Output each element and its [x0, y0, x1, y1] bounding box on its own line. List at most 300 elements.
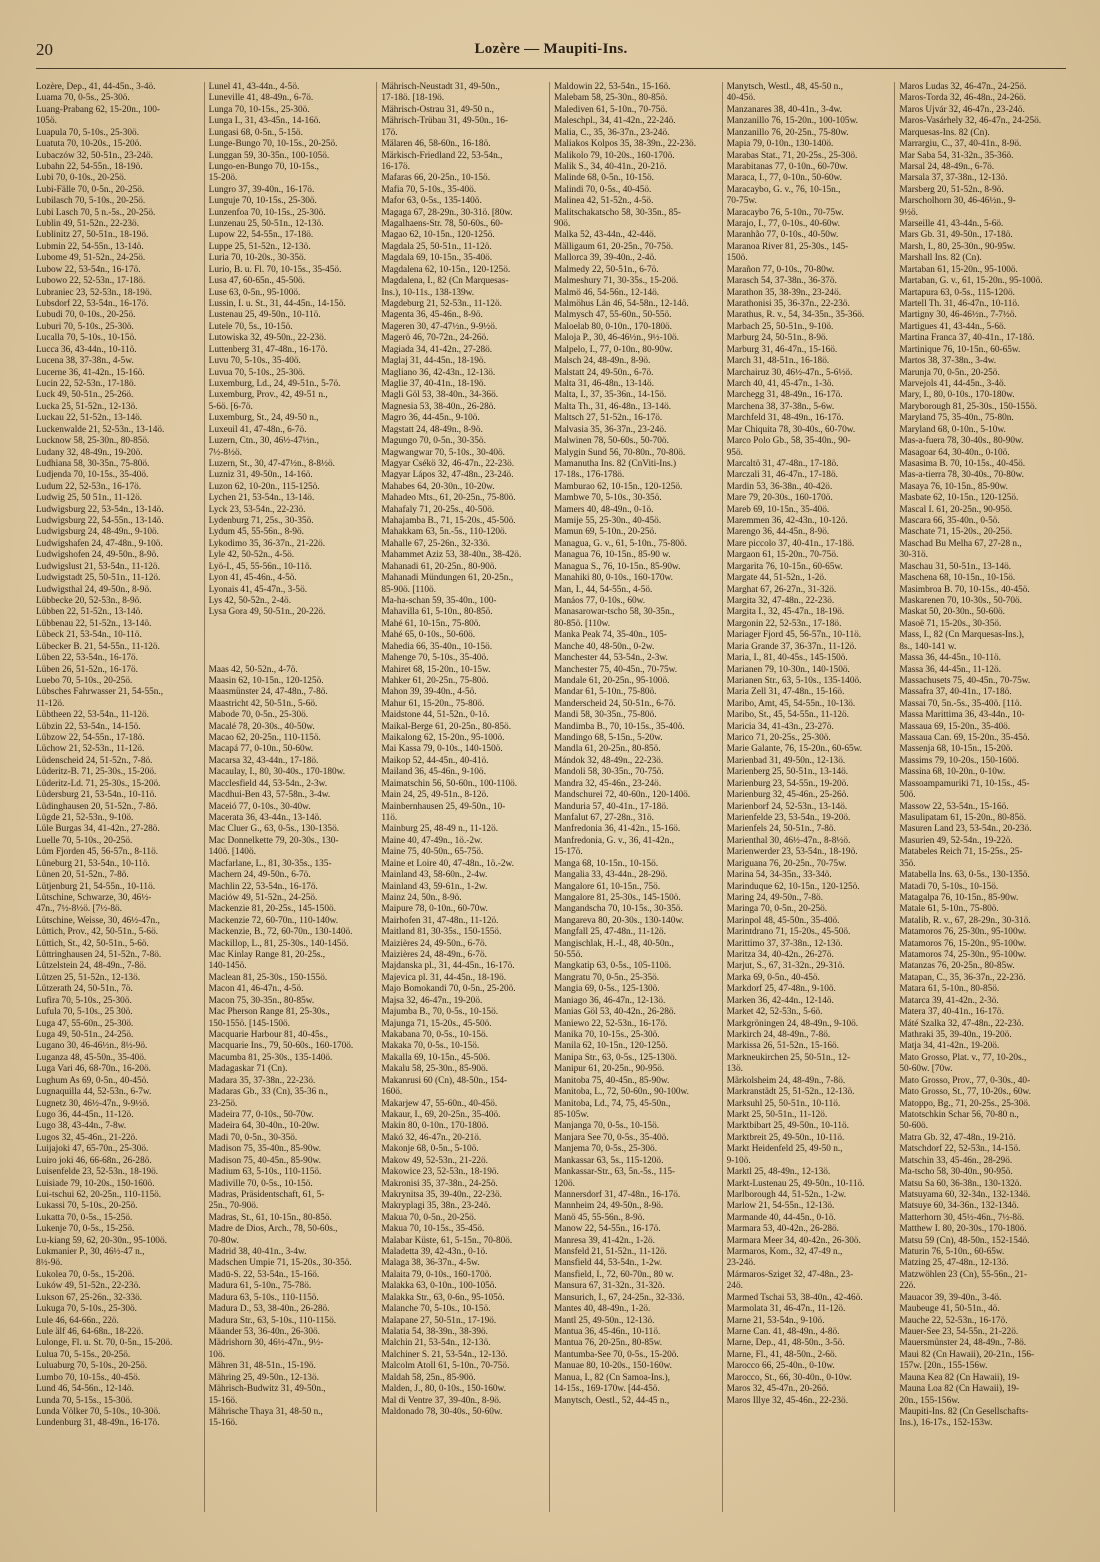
- index-entry: Lübeck 21, 53-54n., 10-11ö.: [36, 630, 142, 641]
- index-entry: Maniewo 22, 52-53n., 16-17ö.: [554, 1018, 668, 1029]
- index-entry: Manias Göl 53, 40-42n., 26-28ö.: [554, 1007, 676, 1018]
- index-entry: Ludwig 25, 50 51n., 11-12ö.: [36, 493, 143, 504]
- index-entry: Mährische Thaya 31, 48-50 n.,: [208, 1406, 323, 1417]
- index-entry: Madura Str., 63, 5-10s., 110-115ö.: [208, 1315, 337, 1326]
- index-entry: Ludwigsburg 24, 48-49n., 9-10ö.: [36, 527, 160, 538]
- index-entry: Maldah 58, 25n., 85-90ö.: [381, 1372, 476, 1383]
- index-entry: Marienwerder 23, 53-54n., 18-19ö.: [726, 847, 858, 858]
- index-entry: Lugnetz 30, 46½-47n., 9-9½ö.: [36, 1098, 150, 1109]
- index-entry: Lundenburg 31, 48-49n., 16-17ö.: [36, 1418, 160, 1429]
- index-entry: Maldonado 78, 30-40s., 50-60w.: [381, 1406, 503, 1417]
- index-entry: Malaga 38, 36-37n., 4-5w.: [381, 1258, 480, 1269]
- index-entry: Lucka 25, 51-52n., 12-13ö.: [36, 401, 138, 412]
- index-entry: Mabode 70, 0-5n., 25-30ö.: [208, 710, 309, 721]
- index-entry: Mallorca 39, 39-40n., 2-4ö.: [554, 253, 657, 264]
- index-entry: Manö 45, 55-56n., 8-9ö.: [554, 1212, 645, 1223]
- index-entry: Malpelo, I., 77, 0-10n., 80-90w.: [554, 344, 673, 355]
- index-entry: Mahalle 67, 25-26n., 32-33ö.: [381, 538, 491, 549]
- index-entry: Mainburg 25, 48-49 n., 11-12ö.: [381, 824, 499, 835]
- index-entry: Lu-kiang 59, 62, 20-30n., 95-100ö.: [36, 1235, 167, 1246]
- index-entry: Maria Zell 31, 47-48n., 15-16ö.: [726, 687, 845, 698]
- index-entry: Lykodimo 35, 36-37n., 21-22ö.: [208, 538, 326, 549]
- index-entry: Ins.), 10-11s., 138-139w.: [381, 287, 475, 298]
- index-entry: Magungo 70, 0-5n., 30-35ö.: [381, 436, 486, 447]
- index-entry: Manila 62, 10-15n., 120-125ö.: [554, 1041, 668, 1052]
- index-entry: Malapane 27, 50-51n., 17-19ö.: [381, 1315, 497, 1326]
- index-entry: Martaban, G. v., 61, 15-20n., 95-100ö.: [899, 276, 1043, 287]
- index-entry: Maniago 36, 46-47n., 12-13ö.: [554, 995, 666, 1006]
- index-entry: Marico 71, 20-25s., 25-30ö.: [726, 733, 831, 744]
- index-entry: Mafor 63, 0-5s., 135-140ö.: [381, 196, 482, 207]
- index-entry: Maturin 76, 5-10n., 60-65w.: [899, 1247, 1005, 1258]
- index-entry: Maritza 34, 40-42n., 26-27ö.: [726, 950, 834, 961]
- index-entry: Madrid 38, 40-41n., 3-4w.: [208, 1247, 307, 1258]
- index-entry: Manderscheid 24, 50-51n., 6-7ö.: [554, 698, 676, 709]
- index-entry: Lunge-Bungo 70, 10-15s., 20-25ö.: [208, 139, 338, 150]
- index-entry: Matamoros 76, 15-20n., 95-100w.: [899, 938, 1027, 949]
- index-entry: Luijajoki 47, 65-70n., 25-30ö.: [36, 1144, 149, 1155]
- index-entry: Luzern, St., 30, 47-47½n., 8-8½ö.: [208, 458, 335, 469]
- page-number: 20: [36, 40, 53, 59]
- index-entry: Magerö 46, 70-72n., 24-26ö.: [381, 333, 489, 344]
- index-entry: Marne 21, 53-54n., 9-10ö.: [726, 1315, 825, 1326]
- index-entry: Masasima B. 70, 10-15s., 40-45ö.: [899, 458, 1026, 469]
- index-entry: Maine et Loire 40, 47-48n., 1ö.-2w.: [381, 858, 514, 869]
- index-entry: Malakka Str., 63, 0-6n., 95-105ö.: [381, 1292, 505, 1303]
- index-entry: Mahker 61, 20-25n., 75-80ö.: [381, 675, 489, 686]
- index-entry: Marmande 40, 44-45n., 0-1ö.: [726, 1212, 836, 1223]
- index-entry: Mamanutha Ins. 82 (CnViti-Ins.): [554, 458, 677, 469]
- index-entry: Mankassar-Str., 63, 5n.-5s., 115-: [554, 1167, 676, 1178]
- index-entry: Lugo 36, 44-45n., 11-12ö.: [36, 1109, 134, 1120]
- index-entry: Luganza 48, 45-50n., 35-40ö.: [36, 1052, 147, 1063]
- index-entry: Mähring 25, 49-50n., 12-13ö.: [208, 1372, 319, 1383]
- index-entry: Main 24, 25, 49-51n., 8-12ö.: [381, 790, 489, 801]
- index-entry: Massow 22, 53-54n., 15-16ö.: [899, 801, 1009, 812]
- index-entry: Makabana 70, 0-5s., 10-15ö.: [381, 1030, 488, 1041]
- index-entry: Malmysch 47, 55-60n., 50-55ö.: [554, 310, 672, 321]
- index-entry: Magenta 36, 45-46n., 8-9ö.: [381, 310, 483, 321]
- index-entry: Maribo, St., 45, 54-55n., 11-12ö.: [726, 710, 849, 721]
- index-entry: Mangratu 70, 0-5n., 25-35ö.: [554, 972, 660, 983]
- index-entry: Madium 63, 5-10s., 110-115ö.: [208, 1167, 322, 1178]
- page-header: [36, 40, 1066, 68]
- index-entry: Mamers 40, 48-49n., 0-1ö.: [554, 504, 654, 515]
- index-entry: Marittimo 37, 37-38n., 12-13ö.: [726, 938, 843, 949]
- index-entry: Mal di Ventre 37, 39-40n., 8-9ö.: [381, 1395, 502, 1406]
- index-entry: Malchin 21, 53-54n., 12-13ö.: [381, 1338, 491, 1349]
- index-entry: Maupiti-Ins. 82 (Cn Gesellschafts-: [899, 1406, 1029, 1417]
- index-entry: Madū-S. 22, 53-54n., 15-16ö.: [208, 1269, 320, 1280]
- index-entry: Maring 24, 49-50n., 7-8ö.: [726, 892, 823, 903]
- index-entry: Marathonisi 35, 36-37n., 22-23ö.: [726, 299, 850, 310]
- index-entry: Magli Göl 53, 38-40n., 34-36ö.: [381, 390, 499, 401]
- index-entry: Lule 46, 64-66n., 22ö.: [36, 1315, 119, 1326]
- index-entry: Macalé 78, 20-30s., 40-50w.: [208, 721, 315, 732]
- index-entry: Marathon 35, 38-39n., 23-24ö.: [726, 287, 842, 298]
- index-entry: Matoppo, Bg., 71, 20-25s., 25-30ö.: [899, 1098, 1031, 1109]
- index-entry: Lydum 45, 55-56n., 8-9ö.: [208, 527, 304, 538]
- index-entry: Mass, I., 82 (Cn Marquesas-Ins.),: [899, 630, 1025, 641]
- index-entry: Maastricht 42, 50-51n., 5-6ö.: [208, 698, 318, 709]
- index-entry: Mahabes 64, 20-30n., 10-20w.: [381, 481, 495, 492]
- index-entry: Lulonge, Fl. u. St. 70, 0-5n., 15-20ö.: [36, 1338, 173, 1349]
- index-entry: Lutowiska 32, 49-50n., 22-23ö.: [208, 333, 327, 344]
- index-entry: Marktl 25, 48-49n., 12-13ö.: [726, 1167, 831, 1178]
- index-entry: Luxeuil 41, 47-48n., 6-7ö.: [208, 424, 307, 435]
- index-entry: Mac Donnelkette 79, 20-30s., 130-: [208, 835, 339, 846]
- index-entry: Lüttringhausen 24, 51-52n., 7-8ö.: [36, 950, 162, 961]
- index-entry: Lukassi 70, 5-10s., 20-25ö.: [36, 1201, 138, 1212]
- index-entry: Mansura 67, 31-32n., 31-32ö.: [554, 1281, 665, 1292]
- index-entry: Malta 31, 46-48n., 13-14ö.: [554, 378, 654, 389]
- index-entry: Matagalpa 76, 10-15n., 85-90w.: [899, 892, 1019, 903]
- index-entry: Maremmen 36, 42-43n., 10-12ö.: [726, 516, 848, 527]
- index-column-4: [554, 82, 723, 1512]
- index-entry: Marktbibart 25, 49-50n., 10-11ö.: [726, 1121, 849, 1132]
- index-entry: Makaka 70, 0-5s., 10-15ö.: [381, 1041, 480, 1052]
- index-entry: 157w. [20n., 155-156w.: [899, 1361, 988, 1372]
- index-entry: Marunja 70, 0-5n., 20-25ö.: [899, 367, 1000, 378]
- index-entry: Majevica pl. 31, 44-45n., 18-19ö.: [381, 972, 507, 983]
- index-entry: Maidstone 44, 51-52n., 0-1ö.: [381, 710, 490, 721]
- index-entry: Lüle Burgas 34, 41-42n., 27-28ö.: [36, 824, 160, 835]
- index-entry: Makrynitsa 35, 39-40n., 22-23ö.: [381, 1189, 502, 1200]
- index-entry: Makonje 68, 0-5n., 5-10ö.: [381, 1144, 479, 1155]
- index-entry: 14-15s., 169-170w. [44-45ö.: [554, 1384, 660, 1395]
- index-entry: Malvasia 35, 36-37n., 23-24ö.: [554, 424, 667, 435]
- index-entry: Mahiret 68, 15-20n., 10-15w.: [381, 664, 491, 675]
- index-entry: Madras, Präsidentschaft, 61, 5-: [208, 1189, 325, 1200]
- index-entry: Luzern, Ctn., 30, 46½-47½n.,: [208, 436, 319, 447]
- index-entry: Mantes 40, 48-49n., 1-2ö.: [554, 1304, 651, 1315]
- index-entry: Lydenburg 71, 25s., 30-35ö.: [208, 516, 314, 527]
- index-entry: Malta Th., 31, 46-48n., 13-14ö.: [554, 401, 672, 412]
- index-entry: 15-20ö.: [208, 173, 238, 184]
- index-entry: Marasch 54, 37-38n., 36-37ö.: [726, 276, 837, 287]
- index-entry: Matamoros 76, 25-30n., 95-100w.: [899, 927, 1027, 938]
- index-entry: Mamburao 62, 10-15n., 120-125ö.: [554, 481, 683, 492]
- index-entry: Lyle 42, 50-52n., 4-5ö.: [208, 550, 295, 561]
- index-entry: Marina 54, 34-35n., 33-34ö.: [726, 870, 832, 881]
- index-entry: Margate 44, 51-52n., 1-2ö.: [726, 573, 827, 584]
- index-entry: Macao 62, 20-25n., 110-115ö.: [208, 733, 321, 744]
- index-entry: Lunguje 70, 10-15s., 25-30ö.: [208, 196, 317, 207]
- index-entry: Maladetta 39, 42-43n., 0-1ö.: [381, 1247, 488, 1258]
- index-entry: Lübbenau 22, 51-52n., 13-14ö.: [36, 618, 152, 629]
- index-entry: Manua, I., 82 (Cn Samoa-Ins.),: [554, 1372, 670, 1383]
- index-entry: Mackenzie 72, 60-70n., 110-140w.: [208, 915, 339, 926]
- index-entry: Malikolo 79, 10-20s., 160-170ö.: [554, 150, 675, 161]
- index-entry: Marco Polo Gb., 58, 35-40n., 90-: [726, 436, 851, 447]
- index-entry: Madaras Gb., 33 (Cn), 35-36 n.,: [208, 1087, 328, 1098]
- index-entry: Lysa Gora 49, 50-51n., 20-22ö.: [208, 607, 326, 618]
- index-entry: Mar Saba 54, 31-32n., 35-36ö.: [899, 150, 1014, 161]
- index-entry: Luisiade 79, 10-20s., 150-160ö.: [36, 1178, 155, 1189]
- index-entry: Mapia 79, 0-10n., 130-140ö.: [726, 139, 834, 150]
- index-entry: Maros Illye 32, 45-46n., 22-23ö.: [726, 1395, 849, 1406]
- index-entry: Lütschine, Schwarze, 30, 46½-: [36, 892, 152, 903]
- header-rule: [36, 68, 1066, 69]
- index-entry: Mambwe 70, 5-10s., 30-35ö.: [554, 493, 662, 504]
- index-entry: Matadi 70, 5-10s., 10-15ö.: [899, 881, 999, 892]
- index-entry: Luxemburg, Ld., 24, 49-51n., 5-7ö.: [208, 378, 341, 389]
- index-entry: Luppe 25, 51-52n., 12-13ö.: [208, 241, 311, 252]
- index-entry: Manfredonia 36, 41-42n., 15-16ö.: [554, 824, 681, 835]
- index-entry: Marburg 24, 50-51n., 8-9ö.: [726, 333, 828, 344]
- index-entry: Massoampamuriki 71, 10-15s., 45-: [899, 778, 1030, 789]
- index-entry: Mare 79, 20-30s., 160-170ö.: [726, 493, 833, 504]
- index-entry: Manytsch, Oestl., 52, 44-45 n.,: [554, 1395, 670, 1406]
- index-entry: Mary, I., 80, 0-10s., 170-180w.: [899, 390, 1015, 401]
- index-entry: Maitland 81, 30-35s., 150-155ö.: [381, 927, 502, 938]
- index-entry: Magdalena 62, 10-15n., 120-125ö.: [381, 264, 511, 275]
- index-entry: Majunga 71, 15-20s., 45-50ö.: [381, 1018, 492, 1029]
- index-entry: Masulipatam 61, 15-20n., 80-85ö.: [899, 813, 1027, 823]
- index-entry: Maracaybo, G. v., 76, 10-15n.,: [726, 184, 841, 195]
- index-entry: Mandschurei 72, 40-60n., 120-140ö.: [554, 790, 691, 801]
- index-entry: Magliano 36, 42-43n., 12-13ö.: [381, 367, 496, 378]
- index-entry: Marienburg 32, 45-46n., 25-26ö.: [726, 790, 849, 801]
- index-entry: Mauna Kea 82 (Cn Hawaii), 19-: [899, 1372, 1020, 1383]
- index-entry: Lunga 70, 10-15s., 25-30ö.: [208, 104, 310, 115]
- index-entry: Maricia 34, 41-43n., 23-27ö.: [726, 721, 834, 732]
- index-entry: Mährisch-Budwitz 31, 49-50n.,: [208, 1384, 326, 1395]
- index-entry: Luga 49, 50-51n., 24-25ö.: [36, 1030, 134, 1041]
- index-entry: Mato Grosso, St., 77, 10-20s., 60w.: [899, 1087, 1031, 1098]
- index-entry: Ludwigsburg 22, 54-55n., 13-14ö.: [36, 516, 164, 527]
- index-entry: Lüdenscheid 24, 51-52n., 7-8ö.: [36, 755, 153, 766]
- index-entry: Masimbroa B. 70, 10-15s., 40-45ö.: [899, 584, 1030, 595]
- index-entry: 50-60w. [70w.: [899, 1064, 953, 1075]
- index-entry: Masoë 71, 15-20s., 30-35ö.: [899, 618, 1002, 629]
- index-entry: Matthew I. 80, 20-30s., 170-180ö.: [899, 1224, 1027, 1235]
- index-entry: Luria 70, 10-20s., 30-35ö.: [208, 253, 307, 264]
- index-entry: Mandra 32, 45-46n., 23-24ö.: [554, 778, 662, 789]
- index-entry: Luttenberg 31, 47-48n., 16-17ö.: [208, 344, 328, 355]
- index-entry: Magro 36, 44-45n., 9-10ö.: [381, 413, 480, 424]
- index-entry: Marktbreit 25, 49-50n., 10-11ö.: [726, 1132, 845, 1143]
- index-entry: Madison 75, 35-40n., 85-90w.: [208, 1144, 321, 1155]
- index-entry: Maloelab 80, 0-10n., 170-180ö.: [554, 321, 672, 332]
- index-entry: Matera 37, 40-41n., 16-17ö.: [899, 1007, 1004, 1018]
- index-entry: Marmed Tschai 53, 38-40n., 42-46ö.: [726, 1292, 863, 1303]
- index-entry: Makow 49, 52-53n., 21-22ö.: [381, 1155, 488, 1166]
- index-entry: Mahajamba B., 71, 15-20s., 45-50ö.: [381, 516, 516, 527]
- index-entry: Lozère, Dep., 41, 44-45n., 3-4ö.: [36, 82, 156, 92]
- index-entry: 17-18s., 176-178ö.: [554, 470, 625, 481]
- index-entry: Luga 47, 55-60n., 25-30ö.: [36, 1018, 134, 1029]
- index-entry: Luga Vari 46, 68-70n., 16-20ö.: [36, 1064, 151, 1075]
- index-entry: Mantl 25, 49-50n., 12-13ö.: [554, 1315, 655, 1326]
- index-entry: Maldowin 22, 53-54n., 15-16ö.: [554, 82, 671, 92]
- index-entry: Mährisch-Ostrau 31, 49-50 n.,: [381, 104, 494, 115]
- index-entry: Magiada 34, 41-42n., 27-28ö.: [381, 344, 493, 355]
- index-entry: Malygin Sund 56, 70-80n., 70-80ö.: [554, 447, 686, 458]
- index-entry: Mauacor 39, 39-40n., 3-4ö.: [899, 1292, 1002, 1303]
- index-entry: Manjara See 70, 0-5s., 35-40ö.: [554, 1132, 669, 1143]
- index-entry: Lungro 37, 39-40n., 16-17ö.: [208, 184, 315, 195]
- index-entry: Marabitanas 77, 0-10n., 60-70w.: [726, 161, 848, 172]
- index-entry: Magwangwar 70, 5-10s., 30-40ö.: [381, 447, 506, 458]
- index-entry: Mascara 66, 35-40n., 0-5ö.: [899, 516, 1000, 527]
- index-entry: Mahadeo Mts., 61, 20-25n., 75-80ö.: [381, 493, 516, 504]
- index-entry: Maros Ludas 32, 46-47n., 24-25ö.: [899, 82, 1027, 92]
- index-entry: Lüdersburg 21, 53-54n., 10-11ö.: [36, 790, 157, 801]
- index-entry: 9-10ö.: [726, 1155, 751, 1166]
- index-entry: Mare piccolo 37, 40-41n., 17-18ö.: [726, 538, 855, 549]
- index-entry: Markt 25, 50-51n., 11-12ö.: [726, 1109, 828, 1120]
- index-entry: Mailand 36, 45-46n., 9-10ö.: [381, 767, 486, 778]
- index-column-3: [381, 82, 550, 1512]
- index-entry: Madara 35, 37-38n., 22-23ö.: [208, 1075, 316, 1086]
- index-entry: Mantua 36, 45-46n., 10-11ö.: [554, 1326, 661, 1337]
- index-entry: 40-45ö.: [726, 93, 756, 104]
- index-entry: Malinde 68, 0-5n., 10-15ö.: [554, 173, 654, 184]
- index-entry: Macclesfield 44, 53-54n., 2-3w.: [208, 778, 328, 789]
- index-entry: Mas-a-fuera 78, 30-40s., 80-90w.: [899, 436, 1024, 447]
- index-entry: Mageren 30, 47-47½n., 9-9½ö.: [381, 321, 498, 332]
- index-entry: Mäander 53, 36-40n., 26-30ö.: [208, 1326, 320, 1337]
- index-entry: Marcaltö 31, 47-48n., 17-18ö.: [726, 458, 839, 469]
- index-entry: Lubow 22, 53-54n., 16-17ö.: [36, 264, 141, 275]
- index-entry: Lyck 23, 53-54n., 22-23ö.: [208, 504, 306, 515]
- index-entry: Lubi Lasch 70, 5 n.-5s., 20-25ö.: [36, 207, 156, 218]
- index-entry: Mahammet Aziz 53, 38-40n., 38-42ö.: [381, 550, 522, 561]
- index-entry: Lucca 36, 43-44n., 10-11ö.: [36, 344, 137, 355]
- index-entry: Marlborough 44, 51-52n., 1-2w.: [726, 1189, 847, 1200]
- index-entry: Mato Grosso, Prov., 77, 0-30s., 40-: [899, 1075, 1031, 1086]
- index-entry: Lubmin 22, 54-55n., 13-14ö.: [36, 241, 144, 252]
- index-entry: Manzanares 38, 40-41n., 3-4w.: [726, 104, 842, 115]
- index-entry: Lüttich, Prov., 42, 50-51n., 5-6ö.: [36, 927, 159, 938]
- index-entry: Mamije 55, 25-30n., 40-45ö.: [554, 516, 662, 527]
- index-entry: Lubi-Fälle 70, 0-5n., 20-25ö.: [36, 184, 145, 195]
- index-entry: Mandale 61, 20-25n., 95-100ö.: [554, 675, 670, 686]
- index-entry: Malwinen 78, 50-60s., 50-70ö.: [554, 436, 669, 447]
- index-entry: Lunga I., 31, 43-45n., 14-16ö.: [208, 116, 321, 127]
- index-entry: Lübsches Fahrwasser 21, 54-55n.,: [36, 687, 164, 698]
- index-entry: Maglaj 31, 44-45n., 18-19ö.: [381, 356, 486, 367]
- index-entry: Lubahn 22, 54-55n., 18-19ö.: [36, 161, 143, 172]
- index-entry: 30-31ö.: [899, 550, 928, 561]
- index-entry: Malsch 24, 48-49n., 8-9ö.: [554, 356, 651, 367]
- index-entry: Mangkatip 63, 0-5s., 105-110ö.: [554, 961, 672, 972]
- index-entry: Magaga 67, 28-29n., 30-31ö. [80w.: [381, 207, 513, 218]
- index-entry: 8s., 140-141 w.: [899, 641, 957, 652]
- index-entry: Ludhiana 58, 30-35n., 75-80ö.: [36, 458, 150, 469]
- index-entry: Massims 79, 10-20s., 150-160ö.: [899, 755, 1019, 766]
- index-entry: Majsa 32, 46-47n., 19-20ö.: [381, 995, 483, 1006]
- index-entry: Marchena 38, 37-38n., 5-6w.: [726, 401, 835, 412]
- index-entry: Markranstädt 25, 51-52n., 12-13ö.: [726, 1087, 855, 1098]
- index-entry: Majdanska pl., 31, 44-45n., 16-17ö.: [381, 961, 515, 972]
- index-entry: Massai 70, 5n.-5s., 35-40ö. [11ö.: [899, 698, 1022, 709]
- index-entry: Marquesas-Ins. 82 (Cn).: [899, 127, 990, 138]
- index-entry: Luebo 70, 5-10s., 20-25ö.: [36, 675, 133, 686]
- index-entry: Lüderitz-B. 71, 25-30s., 15-20ö.: [36, 767, 157, 778]
- index-entry: Macumba 81, 25-30s., 135-140ö.: [208, 1052, 333, 1063]
- index-entry: Mándok 32, 48-49n., 22-23ö.: [554, 755, 664, 766]
- index-entry: March 31, 48-51n., 16-18ö.: [726, 356, 830, 367]
- index-entry: Martinique 76, 10-15n., 60-65w.: [899, 344, 1021, 355]
- index-entry: Maliakos Kolpos 35, 38-39n., 22-23ö.: [554, 139, 697, 150]
- index-entry: 150-155ö. [145-150ö.: [208, 1018, 290, 1029]
- index-entry: Maasmünster 24, 47-48n., 7-8ö.: [208, 687, 328, 698]
- index-entry: Mangfall 25, 47-48n., 11-12ö.: [554, 927, 666, 938]
- index-entry: Matja 34, 41-42n., 19-20ö.: [899, 1041, 1000, 1052]
- index-entry: Maimatschin 56, 50-60n., 100-110ö.: [381, 778, 518, 789]
- index-entry: Luvua 70, 5-10s., 25-30ö.: [208, 367, 305, 378]
- index-entry: Mathraki 35, 39-40n., 19-20ö.: [899, 1030, 1012, 1041]
- index-entry: Mahafaly 71, 20-25s., 40-50ö.: [381, 504, 495, 515]
- index-entry: Malebam 58, 25-30n., 80-85ö.: [554, 93, 668, 104]
- index-entry: 5-6ö. [6-7ö.: [208, 401, 253, 412]
- index-entry: Markt Heidenfeld 25, 49-50 n.,: [726, 1144, 843, 1155]
- index-entry: Mac Cluer G., 63, 0-5s., 130-135ö.: [208, 824, 340, 835]
- index-entry: Luiro joki 46, 66-68n., 26-28ö.: [36, 1155, 152, 1166]
- index-entry: Magstatt 24, 48-49n., 8-9ö.: [381, 424, 483, 435]
- index-entry: Lubsdorf 22, 53-54n., 16-17ö.: [36, 299, 149, 310]
- index-entry: Makin 80, 0-10n., 170-180ö.: [381, 1121, 489, 1132]
- index-entry: Managua 76, 10-15n., 85-90 w.: [554, 550, 671, 561]
- index-entry: Ludum 22, 52-53n., 16-17ö.: [36, 481, 142, 492]
- index-entry: Lychen 21, 53-54n., 13-14ö.: [208, 493, 315, 504]
- index-entry: Mährisch-Trübau 31, 49-50n., 16-: [381, 116, 509, 127]
- index-entry: Mármaros-Sziget 32, 47-48n., 23-: [726, 1269, 854, 1280]
- index-entry: Madi 70, 0-5n., 30-35ö.: [208, 1132, 298, 1143]
- index-column-1: [36, 82, 205, 1512]
- index-entry: Madison 75, 40-45n., 85-90w.: [208, 1155, 321, 1166]
- index-entry: 140-145ö.: [208, 961, 247, 972]
- index-entry: Malstatt 24, 49-50n., 6-7ö.: [554, 367, 654, 378]
- index-entry: 11-12ö.: [36, 698, 65, 709]
- index-entry: Mackenzie 81, 20-25s., 145-150ö.: [208, 904, 336, 915]
- index-entry: Lukuga 70, 5-10s., 25-30ö.: [36, 1304, 137, 1315]
- index-entry: Mansfield, I., 72, 60-70n., 80 w.: [554, 1269, 674, 1280]
- index-entry: Matzing 25, 47-48n., 12-13ö.: [899, 1258, 1009, 1269]
- index-entry: Luvu 70, 5-10s., 35-40ö.: [208, 356, 301, 367]
- index-entry: Mangia 69, 0-5s., 125-130ö.: [554, 984, 660, 995]
- index-entry: Matarca 39, 41-42n., 2-3ö.: [899, 995, 999, 1006]
- index-entry: Mauna Loa 82 (Cn Hawaii), 19-: [899, 1384, 1020, 1395]
- index-entry: Lübecker B. 21, 54-55n., 11-12ö.: [36, 641, 160, 652]
- index-entry: Marocco 66, 25-40n., 0-10w.: [726, 1361, 835, 1372]
- index-entry: Lüben 26, 51-52n., 16-17ö.: [36, 664, 138, 675]
- index-entry: 35ö.: [899, 858, 916, 869]
- index-entry: 80-85ö. [110w.: [554, 618, 611, 629]
- index-entry: Lugnaquilla 44, 52-53n., 6-7w.: [36, 1087, 152, 1098]
- index-entry: Martaban 61, 15-20n., 95-100ö.: [899, 264, 1018, 275]
- index-entry: Mauche 22, 52-53n., 16-17ö.: [899, 1315, 1008, 1326]
- index-entry: Maasin 62, 10-15n., 120-125ö.: [208, 675, 324, 686]
- index-entry: Macquarie Ins., 79, 50-60s., 160-170ö.: [208, 1041, 354, 1052]
- index-entry: Marchfeld 31, 48-49n., 16-17ö.: [726, 413, 844, 424]
- index-entry: Mangalia 33, 43-44n., 28-29ö.: [554, 870, 668, 881]
- index-entry: Mainland 43, 59-61n., 1-2w.: [381, 881, 488, 892]
- index-entry: Markt-Lustenau 25, 49-50n., 10-11ö.: [726, 1178, 865, 1189]
- index-entry: Lurio, B. u. Fl. 70, 10-15s., 35-45ö.: [208, 264, 342, 275]
- index-entry: Martigny 30, 46-46½n., 7-7½ö.: [899, 310, 1017, 321]
- index-entry: Lüben 22, 53-54n., 16-17ö.: [36, 653, 138, 664]
- index-entry: Mähren 31, 48-51n., 15-19ö.: [208, 1361, 316, 1372]
- index-entry: Lule älf 46, 64-68n., 18-22ö.: [36, 1326, 144, 1337]
- index-entry: 120ö.: [554, 1178, 575, 1189]
- index-entry: Massa 36, 44-45n., 10-11ö.: [899, 653, 1001, 664]
- index-entry: Markdorf 25, 47-48n., 9-10ö.: [726, 984, 836, 995]
- index-entry: Manika 70, 10-15s., 25-30ö.: [554, 1030, 660, 1041]
- index-entry: Lübzow 22, 54-55n., 17-18ö.: [36, 733, 145, 744]
